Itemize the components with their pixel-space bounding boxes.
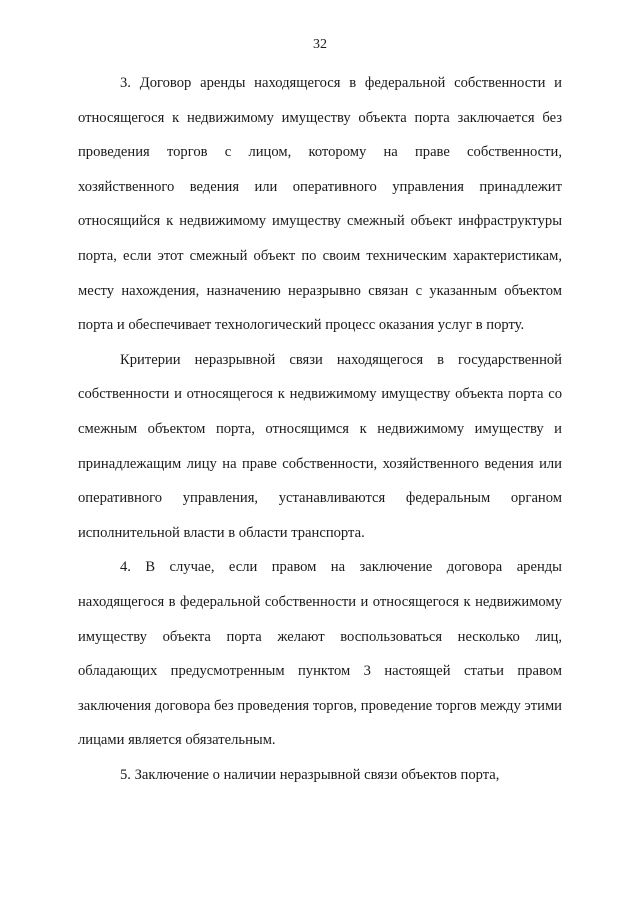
paragraph-criteria: Критерии неразрывной связи находящегося в государственной собственности и относящегося к недвижимому имуществу объекта порта со смежным объектом порта, относящимся к недвижимому имуществу и принадлежащим лицу на праве собственности, хозяйственного ведения или оперативного управления, устанавливаются федеральным органом исполнительной власти в области транспорта. (78, 351, 562, 541)
page-number: 32 (313, 37, 327, 52)
document-body (78, 66, 562, 792)
paragraph-clause-3: 3. Договор аренды находящегося в федеральной собственности и относящегося к недвижимому имуществу объекта порта заключается без проведения торгов с лицом, которому на праве собственности, хозяйственного ведения или оперативного управления принадлежит относящийся к недвижимому имуществу смежный объект инфраструктуры порта, если этот смежный объект по своим техническим характеристикам, месту нахождения, назначению неразрывно связан с указанным объектом порта и обеспечивает технологический процесс оказания услуг в порту. (78, 75, 562, 334)
paragraph-clause-4: 4. В случае, если правом на заключение договора аренды находящегося в федеральной собственности и относящегося к недвижимому имуществу объекта порта желают воспользоваться несколько лиц, обладающих предусмотренным пунктом 3 настоящей статьи правом заключения договора без проведения торгов, проведение торгов между этими лицами является обязательным. (78, 559, 562, 749)
paragraph-clause-5: 5. Заключение о наличии неразрывной связи объектов порта, (120, 766, 500, 783)
